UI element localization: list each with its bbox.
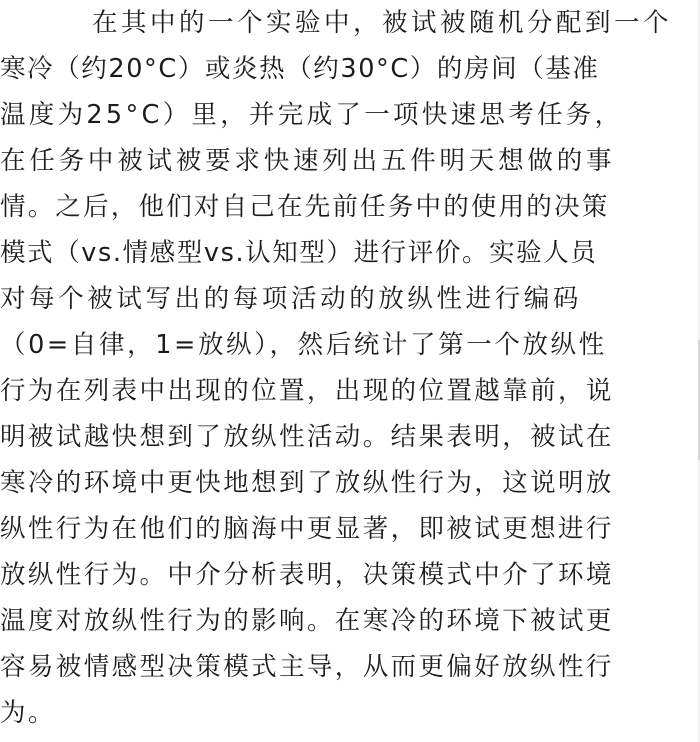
paragraph-line: 情。之后，他们对自己在先前任务中的使用的决策: [0, 192, 610, 222]
paragraph-line: （0=自律，1=放纵），然后统计了第一个放纵性: [0, 330, 607, 360]
paragraph-line: 放纵性行为。中介分析表明，决策模式中介了环境: [0, 560, 614, 590]
paragraph-line: 温度对放纵性行为的影响。在寒冷的环境下被试更: [0, 606, 614, 636]
paragraph-line: 明被试越快想到了放纵性活动。结果表明，被试在: [0, 422, 614, 452]
paragraph-line: 模式（vs.情感型vs.认知型）进行评价。实验人员: [0, 238, 598, 268]
paragraph-line: 为。: [0, 698, 56, 728]
paragraph-line: 容易被情感型决策模式主导，从而更偏好放纵性行: [0, 652, 614, 682]
paragraph-line: 在其中的一个实验中，被试被随机分配到一个: [92, 8, 673, 38]
paragraph-line: 纵性行为在他们的脑海中更显著，即被试更想进行: [0, 514, 614, 544]
paragraph-line: 温度为25°C）里，并完成了一项快速思考任务，: [0, 100, 624, 130]
paragraph-line: 在任务中被试被要求快速列出五件明天想做的事: [0, 146, 616, 176]
paragraph-line: 寒冷（约20°C）或炎热（约30°C）的房间（基准: [0, 54, 600, 84]
paragraph-line: 对每个被试写出的每项活动的放纵性进行编码: [0, 284, 583, 314]
paragraph-line: 行为在列表中出现的位置，出现的位置越靠前，说: [0, 376, 614, 406]
paragraph-line: 寒冷的环境中更快地想到了放纵性行为，这说明放: [0, 468, 614, 498]
